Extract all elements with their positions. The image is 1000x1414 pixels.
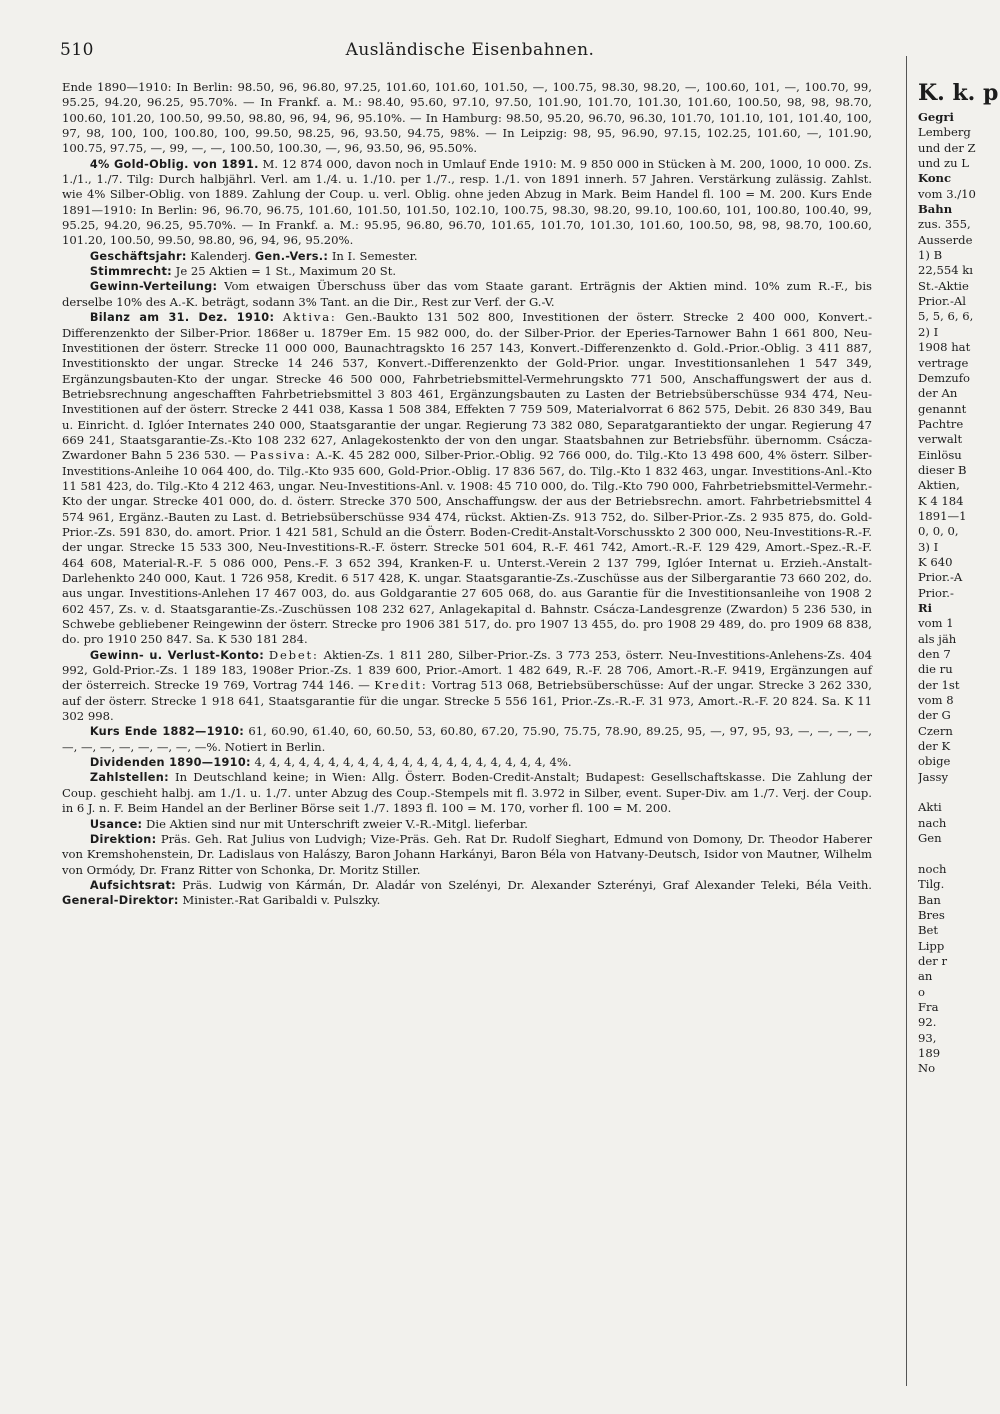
- right-column-line: genannt: [918, 401, 967, 416]
- paragraph-kurs: [62, 724, 872, 755]
- right-column-line: 2) I: [918, 324, 939, 339]
- right-column-line: nach: [918, 815, 947, 830]
- section-text: In Deutschland keine; in Wien: Allg. Österr. Boden-Credit-Anstalt; Budapest: Gesellschaftskasse. Die Zahlung der Coup. geschieht halbj. am 1./1. u. 1./7. unter Abzug des Coup.-Stempels mit fl. 3.972 in Silber, event. Super-Div. am 1./7. Verj. der Coup. in 6 J. n. F. Beim Handel an der Berliner Börse seit 1./7. 1893 fl. 100 = M. 170, vorher fl. 100 = M. 200.: [62, 770, 872, 816]
- right-column-line: K 4 184: [918, 493, 964, 508]
- right-column-line: verwalt: [918, 432, 963, 447]
- section-heading: Gen.-Vers.:: [254, 249, 329, 263]
- paragraph-geschaeftsjahr: [62, 249, 872, 264]
- paragraph-usance: [62, 817, 872, 832]
- right-column-line: Bahn: [918, 202, 953, 217]
- right-column-line: Pachtre: [918, 416, 964, 431]
- section-text: In I. Semester.: [328, 248, 418, 263]
- right-column-lines: [918, 110, 1000, 1077]
- page-number: 510: [60, 40, 94, 60]
- right-column-line: Czern: [918, 723, 953, 738]
- right-column-line: die ru: [918, 662, 953, 677]
- right-column-line: Aktien,: [918, 478, 960, 493]
- label-kredit: Kredit:: [374, 678, 428, 693]
- right-column-line: an: [918, 969, 933, 984]
- section-text: Präs. Geh. Rat Julius von Ludvigh; Vize-Präs. Geh. Rat Dr. Rudolf Sieghart, Edmund von Domony, Dr. Theodor Haberer von Kremshohenstein, Dr. Ladislaus von Halászy, Baron Johann Harkányi, Baron Béla von Hatvany-Deutsch, Isidor von Mautner, Wilhelm von Ormódy, Dr. Franz Ritter von Schonka, Dr. Moritz Stiller.: [62, 831, 872, 877]
- right-column-line: Tilg.: [918, 877, 945, 892]
- right-column-line: vom 3./10: [918, 186, 976, 201]
- section-heading: Stimmrecht:: [89, 265, 172, 279]
- right-column-line: der 1st: [918, 677, 960, 692]
- section-heading: Dividenden 1890—1910:: [89, 756, 251, 770]
- paragraph-gold-oblig: [62, 157, 872, 249]
- paragraph-kurs-ende: Ende 1890—1910: In Berlin: 98.50, 96, 96.80, 97.25, 101.60, 101.60, 101.50, —, 100.75, 98.30, 98.20, —, 100.60, 101, —, 100.70, 99, 95.25, 94.20, 96.25, 95.70%. — In Frankf. a. M.: 98.40, 95.60, 97.10, 97.50, 101.90, 101.70, 101.30, 101.60, 100.50, 98, 98, 98.70, 100.60, 101.20, 100.50, 99.50, 98.80, 96, 94, 96, 95.10%. — In Hamburg: 98.50, 95.20, 96.70, 96.30, 101.70, 101.10, 101, 101.40, 100, 97, 98, 100, 100, 100.80, 100, 99.50, 98.25, 96, 93.50, 94.75, 98%. — In Leipzig: 98, 95, 96.90, 97.15, 102.25, 101.60, —, 101.90, 100.75, 97.75, —, 99, —, —, 100.50, 100.30, —, 96, 93.50, 96, 95.50%.: [62, 80, 872, 156]
- right-column-line: 92.: [918, 1015, 937, 1030]
- right-column-line: [918, 847, 1000, 862]
- right-column-line: zus. 355,: [918, 217, 971, 232]
- right-column-line: den 7: [918, 647, 951, 662]
- right-column-line: 22,554 kı: [918, 263, 973, 278]
- right-column-line: 1891—1: [918, 508, 967, 523]
- right-column-line: [918, 785, 1000, 800]
- section-heading: 4% Gold-Oblig. von 1891.: [89, 157, 259, 171]
- right-column-line: als jäh: [918, 631, 957, 646]
- right-column-line: Akti: [918, 800, 942, 815]
- label-aktiva: Aktiva:: [282, 310, 337, 325]
- label-passiva: Passiva:: [250, 448, 312, 463]
- section-heading: Zahlstellen:: [89, 771, 169, 785]
- section-text: Präs. Ludwig von Kármán, Dr. Aladár von Szelényi, Dr. Alexander Szterényi, Graf Alexander Teleki, Béla Veith.: [176, 877, 872, 892]
- right-column-line: 1) B: [918, 248, 943, 263]
- section-text: M. 12 874 000, davon noch in Umlauf Ende 1910: M. 9 850 000 in Stücken à M. 200, 1000, 10 000. Zs. 1./1., 1./7. Tilg: Durch halbjährl. Verl. am 1./4. u. 1./10. per 1./7., resp. 1./1. von 1891 innerh. 57 Jahren. Verstärkung zulässig. Zahlst. wie 4% Silber-Oblig. von 1889. Zahlung der Coup. u. verl. Oblig. ohne jeden Abzug in Mark. Beim Handel fl. 100 = M. 200. Kurs Ende 1891—1910: In Berlin: 96, 96.70, 96.75, 101.60, 101.50, 101.50, 102.10, 100.75, 98.30, 98.20, 99.10, 100.60, 101, 100.80, 100.40, 99, 95.25, 94.20, 96.25, 95.70%. — In Frankf. a. M.: 95.95, 96.80, 96.70, 101.65, 101.70, 101.30, 101.60, 100.50, 98, 98, 98.70, 100.60, 101.20, 100.50, 99.50, 98.80, 96, 94, 96, 95.20%.: [62, 156, 872, 248]
- right-column-line: der r: [918, 953, 948, 968]
- right-column-line: Bres: [918, 907, 945, 922]
- section-heading: Direktion:: [89, 832, 157, 846]
- right-column-line: Prior.-: [918, 585, 954, 600]
- section-heading: General-Direktor:: [62, 894, 179, 908]
- right-column-line: 1908 hat: [918, 340, 971, 355]
- right-column-line: vom 8: [918, 693, 954, 708]
- right-column-line: vom 1: [918, 616, 954, 631]
- running-title: Ausländische Eisenbahnen.: [345, 40, 595, 60]
- right-column-line: 3) I: [918, 539, 939, 554]
- right-column-line: noch: [918, 861, 947, 876]
- section-heading: Aufsichtsrat:: [89, 878, 176, 892]
- section-heading: Gewinn-Verteilung:: [89, 280, 218, 294]
- right-column-line: Prior.-A: [918, 570, 963, 585]
- section-text: Kalenderj.: [186, 248, 255, 263]
- right-column-line: K 640: [918, 554, 953, 569]
- section-text: Je 25 Aktien = 1 St., Maximum 20 St.: [171, 264, 397, 279]
- right-column-line: o: [918, 984, 925, 999]
- right-column-line: Prior.-Al: [918, 294, 966, 309]
- section-text: Gen.-Baukto 131 502 800, Investitionen der österr. Strecke 2 400 000, Konvert.-Differenzenkto der Silber-Prior. 1868er u. 1879er Em. 15 982 000, do. der Silber-Prior. der Eperies-Tarnower Bahn 1 661 800, Neu-Investitionen der österr. Strecke 11 000 000, Baunachtragskto 16 257 143, Konvert.-Differenzenkto d. Gold.-Prior.-Oblig. 3 411 887, Investitionskto der ungar. Strecke 14 246 537, Konvert.-Differenzenkto der Gold-Prior. ungar. Investitionsanlehen 1 547 349, Ergänzungsbauten-Kto der ungar. Strecke 46 500 000, Fahrbetriebsmittel-Vermehrungskto 771 500, Anschaffungswert der aus d. Betriebsrechnung angeschafften Fahrbetriebsmittel 3 803 461, Ergänzungsbauten zu Lasten der Betriebsüberschüsse 934 474, Neu-Investitionen auf der österr. Strecke 2 441 038, Kassa 1 508 384, Effekten 7 759 509, Materialvorrat 6 862 575, Debit. 26 830 349, Bau u. Einricht. d. Iglóer Internates 240 000, Staatsgarantie der ungar. Regierung 73 382 080, Separatgarantiekto der ungar. Regierung 47 669 241, Staatsgarantie-Zs.-Kto 108 232 627, Anlagekostenkto der von den ungar. Staatsbahnen zur Betriebsführ. übernomm. Csácza-Zwardoner Bahn 5 236 530. —: [62, 310, 873, 463]
- section-text: 61, 60.90, 61.40, 60, 60.50, 53, 60.80, 67.20, 75.90, 75.75, 78.90, 89.25, 95, —, 97, 95, 93, —, —, —, —, —, —, —, —, —, —, —, —%. Notiert in Berlin.: [62, 724, 872, 754]
- page-header: [60, 40, 880, 64]
- right-column-line: Demzufo: [918, 370, 970, 385]
- right-column-line: No: [918, 1061, 936, 1076]
- right-column-line: obige: [918, 754, 951, 769]
- right-column-line: 5, 5, 6, 6,: [918, 309, 974, 324]
- section-heading: Usance:: [89, 817, 143, 831]
- right-column-line: und zu L: [918, 156, 970, 171]
- right-column-line: Gegri: [918, 110, 954, 124]
- label-debet: Debet:: [268, 647, 319, 662]
- right-column-line: 93,: [918, 1030, 937, 1045]
- right-column-line: Jassy: [918, 769, 949, 784]
- right-column-line: Ban: [918, 892, 941, 907]
- section-heading: Gewinn- u. Verlust-Konto:: [89, 648, 265, 662]
- section-heading: Geschäftsjahr:: [89, 249, 187, 263]
- right-column-line: Lipp: [918, 938, 945, 953]
- paragraph-bilanz: [62, 310, 872, 648]
- right-column-title: K. k. p: [918, 80, 999, 106]
- right-column-line: 189: [918, 1045, 941, 1060]
- section-text: Vortrag 513 068, Betriebsüberschüsse: Auf der ungar. Strecke 3 262 330, auf der österr. Strecke 1 918 641, Staatsgarantie für die ungar. Strecke 5 556 161, Prior.-Zs.-R.-F. 31 973, Amort.-R.-F. 20 824. Sa. K 11 302 998.: [62, 678, 872, 724]
- right-column-line: dieser B: [918, 462, 967, 477]
- right-column-line: Bet: [918, 923, 939, 938]
- right-column-line: St.-Aktie: [918, 278, 969, 293]
- section-text: Aktien-Zs. 1 811 280, Silber-Prior.-Zs. 3 773 253, österr. Neu-Investitions-Anlehens-Zs. 404 992, Gold-Prior.-Zs. 1 189 183, 1908er Prior.-Zs. 1 839 600, Prior.-Amort. 1 482 649, R.-F. 28 706, Amort.-R.-F. 9419, Ergänzungen auf der österreich. Strecke 19 769, Vortrag 744 146. —: [62, 647, 872, 693]
- right-column-line: der An: [918, 386, 958, 401]
- column-divider: [906, 56, 907, 1386]
- right-column-line: Konc: [918, 171, 952, 186]
- right-column-line: Einlösu: [918, 447, 962, 462]
- section-text: Vom etwaigen Überschuss über das vom Staate garant. Erträgnis der Aktien mind. 10% zum R.-F., bis derselbe 10% des A.-K. beträgt, sodann 3% Tant. an die Dir., Rest zur Verf. der G.-V.: [62, 279, 872, 309]
- right-column-line: und der Z: [918, 140, 976, 155]
- section-text: Die Aktien sind nur mit Unterschrift zweier V.-R.-Mitgl. lieferbar.: [142, 816, 528, 831]
- right-column-line: der G: [918, 708, 951, 723]
- right-column-line: der K: [918, 739, 951, 754]
- paragraph-direktion: [62, 832, 872, 878]
- right-column-line: Lemberg: [918, 125, 971, 140]
- paragraph-zahlstellen: [62, 770, 872, 816]
- section-text: A.-K. 45 282 000, Silber-Prior.-Oblig. 92 766 000, do. Tilg.-Kto 13 498 600, 4% österr. Silber-Investitions-Anleihe 10 064 400, do. Tilg.-Kto 935 600, Gold-Prior.-Oblig. 17 836 567, do. Tilg.-Kto 1 832 463, ungar. Investitions-Anl.-Kto 11 581 423, do. Tilg.-Kto 4 212 463, ungar. Neu-Investitions-Anl. v. 1908: 45 710 000, do. Tilg.-Kto 790 000, Fahrbetriebsmittel-Vermehr.-Kto der ungar. Strecke 401 000, do. d. österr. Strecke 370 500, Anschaffungsw. der aus der Betriebsrechn. amort. Fahrbetriebsmittel 4 574 961, Ergänz.-Bauten zu Last. d. Betriebsüberschüsse 934 474, rückst. Aktien-Zs. 913 752, do. Silber-Prior.-Zs. 2 935 875, do. Gold-Prior.-Zs. 591 830, do. amort. Prior. 1 421 581, Schuld an die Österr. Boden-Credit-Anstalt-Vorschusskto 2 300 000, Neu-Investitions-R.-F. der ungar. Strecke 15 533 300, Neu-Investitions-R.-F. österr. Strecke 501 604, R.-F. 461 742, Amort.-R.-F. 129 429, Amort.-Spez.-R.-F. 464 608, Material-R.-F. 5 086 000, Pens.-F. 3 652 394, Kranken-F. u. Unterst.-Verein 2 137 799, Iglóer Internat u. Erzieh.-Anstalt-Darlehenkto 240 000, Kaut. 1 726 958, Kredit. 6 517 428, K. ungar. Staatsgarantie-Zs.-Zuschüsse aus der Silbergarantie 73 660 202, do. aus ungar. Investitions-Anlehen 17 467 003, do. aus Goldgarantie 27 605 068, do. aus Garantie für die Investitionsanleihe von 1908 2 602 457, Zs. v. d. Staatsgarantie-Zs.-Zuschüssen 108 232 627, Anlagekapital d. Bahnstr. Csácza-Landesgrenze (Zwardon) 5 236 530, in Schwebe gebliebener Reingewinn der österr. Strecke pro 1906 381 517, do. pro 1907 13 455, do. pro 1908 29 489, do. pro 1909 68 838, do. pro 1910 250 847. Sa. K 530 181 284.: [62, 448, 872, 647]
- paragraph-gewinn-verlust: [62, 648, 872, 725]
- right-column-line: Ri: [918, 601, 933, 615]
- right-column-line: 0, 0, 0,: [918, 524, 959, 539]
- right-column-line: Fra: [918, 999, 939, 1014]
- right-column-line: Ausserde: [918, 232, 973, 247]
- right-column-fragment: [918, 80, 1000, 1077]
- section-text: 4, 4, 4, 4, 4, 4, 4, 4, 4, 4, 4, 4, 4, 4, 4, 4, 4, 4, 4, 4, 4%.: [250, 755, 572, 770]
- paragraph-aufsichtsrat: [62, 878, 872, 909]
- section-heading: Bilanz am 31. Dez. 1910:: [89, 311, 275, 325]
- section-text: Minister.-Rat Garibaldi v. Pulszky.: [178, 893, 381, 908]
- section-heading: Kurs Ende 1882—1910:: [89, 725, 245, 739]
- paragraph-stimmrecht: [62, 264, 872, 279]
- paragraph-dividenden: [62, 755, 872, 770]
- right-column-line: Gen: [918, 831, 942, 846]
- right-column-line: vertrage: [918, 355, 969, 370]
- paragraph-gewinn-verteilung: [62, 279, 872, 310]
- main-column: [62, 80, 872, 909]
